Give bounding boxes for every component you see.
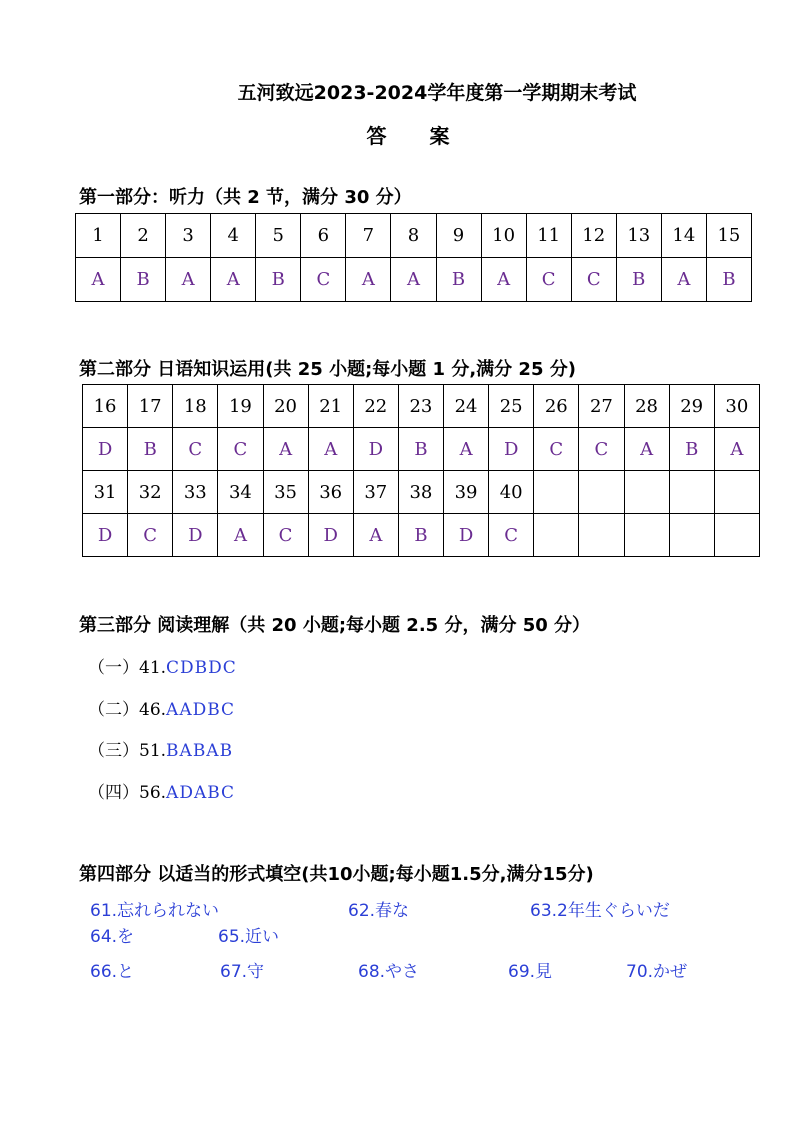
question-number-cell: 1 — [76, 214, 121, 258]
part1-answer-row — [76, 258, 752, 302]
part3-heading: 第三部分 阅读理解（共 20 小题;每小题 2.5 分，满分 50 分） — [79, 615, 591, 636]
empty-cell — [534, 514, 579, 557]
question-number-cell: 5 — [256, 214, 301, 258]
question-number-cell: 27 — [579, 385, 624, 428]
question-number-cell: 3 — [166, 214, 211, 258]
empty-cell — [669, 471, 714, 514]
answer-cell: A — [353, 514, 398, 557]
answer-cell: B — [128, 428, 173, 471]
question-number-cell: 12 — [571, 214, 616, 258]
question-number-cell: 8 — [391, 214, 436, 258]
answer-cell: B — [616, 258, 661, 302]
question-number-cell: 33 — [173, 471, 218, 514]
question-number-cell: 32 — [128, 471, 173, 514]
exam-title: 五河致远2023-2024学年度第一学期期末考试 — [237, 82, 637, 104]
fill-answer-65: 65.近い — [218, 927, 280, 947]
reading-item-label: （四）56. — [88, 783, 167, 803]
question-number-cell: 7 — [346, 214, 391, 258]
answer-cell: C — [579, 428, 624, 471]
empty-cell — [579, 514, 624, 557]
part2-number-row-2 — [83, 471, 760, 514]
fill-answer-63: 63.2年生ぐらいだ — [530, 901, 670, 921]
answer-cell: D — [489, 428, 534, 471]
reading-item-answers: BABAB — [166, 741, 234, 761]
question-number-cell: 14 — [661, 214, 706, 258]
fill-answer-62: 62.春な — [348, 901, 410, 921]
answer-cell: C — [526, 258, 571, 302]
fill-answer-67: 67.守 — [220, 962, 265, 982]
answer-cell: D — [83, 514, 128, 557]
question-number-cell: 13 — [616, 214, 661, 258]
question-number-cell: 22 — [353, 385, 398, 428]
empty-cell — [669, 514, 714, 557]
fill-answer-66: 66.と — [90, 962, 135, 982]
question-number-cell: 2 — [121, 214, 166, 258]
reading-item-label: （二）46. — [88, 700, 167, 720]
answer-cell: C — [301, 258, 346, 302]
part1-number-row — [76, 214, 752, 258]
answer-cell: A — [308, 428, 353, 471]
reading-item-answers: CDBDC — [166, 658, 237, 678]
answer-cell: A — [346, 258, 391, 302]
answer-cell: B — [436, 258, 481, 302]
question-number-cell: 28 — [624, 385, 669, 428]
question-number-cell: 19 — [218, 385, 263, 428]
answer-cell: C — [218, 428, 263, 471]
question-number-cell: 9 — [436, 214, 481, 258]
question-number-cell: 21 — [308, 385, 353, 428]
question-number-cell: 23 — [398, 385, 443, 428]
reading-item-answers: AADBC — [166, 700, 236, 720]
reading-item — [88, 695, 235, 720]
fill-answer-64: 64.を — [90, 927, 135, 947]
fill-answer-70: 70.かぜ — [626, 962, 688, 982]
answer-cell: A — [481, 258, 526, 302]
part1-heading: 第一部分：听力（共 2 节，满分 30 分） — [79, 187, 412, 208]
empty-cell — [624, 514, 669, 557]
answer-cell: A — [661, 258, 706, 302]
empty-cell — [624, 471, 669, 514]
question-number-cell: 10 — [481, 214, 526, 258]
answer-cell: B — [669, 428, 714, 471]
question-number-cell: 26 — [534, 385, 579, 428]
question-number-cell: 29 — [669, 385, 714, 428]
answer-cell: D — [444, 514, 489, 557]
question-number-cell: 36 — [308, 471, 353, 514]
answer-cell: A — [211, 258, 256, 302]
answer-cell: B — [398, 428, 443, 471]
empty-cell — [714, 471, 759, 514]
answer-cell: A — [624, 428, 669, 471]
answer-cell: B — [706, 258, 751, 302]
fill-answer-61: 61.忘れられない — [90, 901, 220, 921]
part2-answer-table — [82, 384, 760, 557]
answer-cell: A — [76, 258, 121, 302]
question-number-cell: 34 — [218, 471, 263, 514]
question-number-cell: 4 — [211, 214, 256, 258]
answer-key-subtitle: 答 案 — [366, 124, 468, 148]
question-number-cell: 30 — [714, 385, 759, 428]
question-number-cell: 17 — [128, 385, 173, 428]
reading-item — [88, 778, 235, 803]
reading-item-label: （三）51. — [88, 741, 167, 761]
answer-cell: A — [218, 514, 263, 557]
answer-cell: D — [83, 428, 128, 471]
empty-cell — [579, 471, 624, 514]
empty-cell — [714, 514, 759, 557]
part2-answer-row-1 — [83, 428, 760, 471]
answer-cell: B — [398, 514, 443, 557]
part2-answer-row-2 — [83, 514, 760, 557]
answer-cell: C — [571, 258, 616, 302]
question-number-cell: 11 — [526, 214, 571, 258]
question-number-cell: 20 — [263, 385, 308, 428]
fill-answer-68: 68.やさ — [358, 962, 420, 982]
answer-cell: A — [391, 258, 436, 302]
answer-cell: A — [263, 428, 308, 471]
reading-item-answers: ADABC — [166, 783, 236, 803]
answer-cell: B — [121, 258, 166, 302]
part2-number-row-1 — [83, 385, 760, 428]
empty-cell — [534, 471, 579, 514]
question-number-cell: 37 — [353, 471, 398, 514]
answer-cell: C — [128, 514, 173, 557]
answer-cell: A — [166, 258, 211, 302]
answer-cell: C — [489, 514, 534, 557]
question-number-cell: 38 — [398, 471, 443, 514]
reading-item — [88, 736, 233, 761]
part2-heading: 第二部分 日语知识运用(共 25 小题;每小题 1 分,满分 25 分) — [79, 359, 576, 380]
answer-cell: A — [714, 428, 759, 471]
question-number-cell: 25 — [489, 385, 534, 428]
question-number-cell: 35 — [263, 471, 308, 514]
question-number-cell: 15 — [706, 214, 751, 258]
answer-cell: A — [444, 428, 489, 471]
answer-cell: D — [308, 514, 353, 557]
answer-cell: C — [534, 428, 579, 471]
part4-heading: 第四部分 以适当的形式填空(共10小题;每小题1.5分,满分15分) — [79, 864, 594, 885]
question-number-cell: 40 — [489, 471, 534, 514]
answer-cell: D — [173, 514, 218, 557]
question-number-cell: 6 — [301, 214, 346, 258]
question-number-cell: 18 — [173, 385, 218, 428]
fill-answer-69: 69.見 — [508, 962, 553, 982]
part1-answer-table — [75, 213, 752, 302]
question-number-cell: 16 — [83, 385, 128, 428]
question-number-cell: 31 — [83, 471, 128, 514]
reading-item-label: （一）41. — [88, 658, 167, 678]
answer-cell: C — [173, 428, 218, 471]
answer-cell: C — [263, 514, 308, 557]
question-number-cell: 24 — [444, 385, 489, 428]
answer-cell: B — [256, 258, 301, 302]
reading-item — [88, 653, 237, 678]
question-number-cell: 39 — [444, 471, 489, 514]
answer-cell: D — [353, 428, 398, 471]
